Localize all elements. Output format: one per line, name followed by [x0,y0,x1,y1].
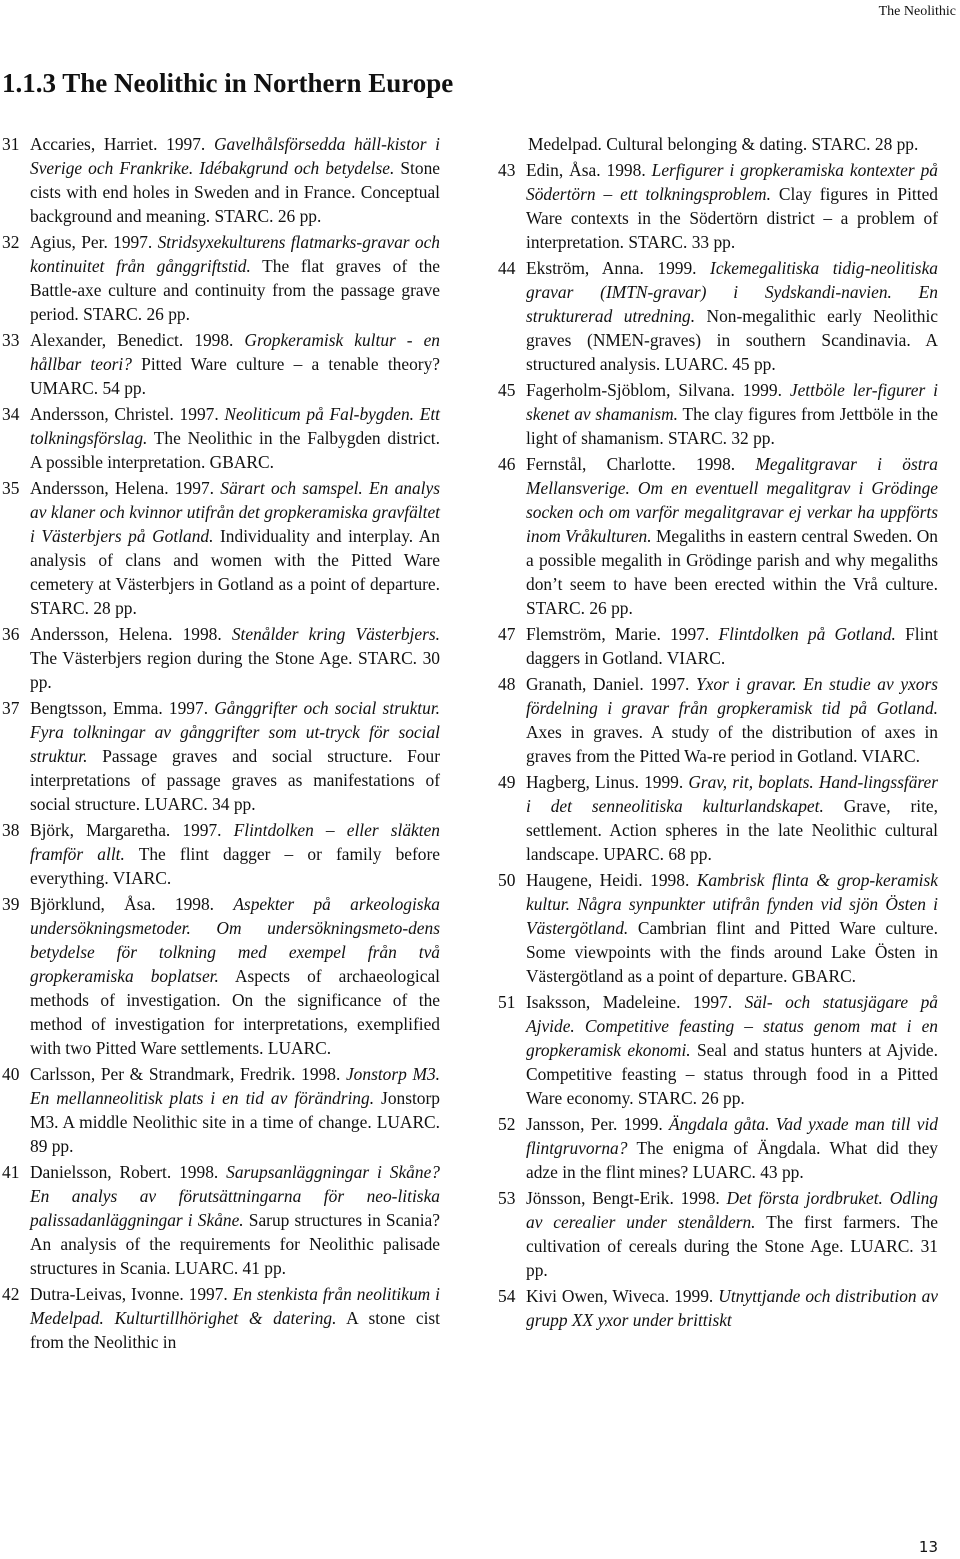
entry-title-swedish: Gånggrifter och social struktur. Fyra tolkningar av gånggrifter som ut-tryck för social struktur. [30,698,441,766]
bibliography-column-right [498,132,938,1334]
entry-number: 53 [498,1188,516,1208]
entry-text-part: Stone cists with end holes in Sweden and in France. Conceptual background and meaning. STARC. 26 pp. [30,158,440,226]
entry-text-part: The Västerbjers region during the Stone Age. STARC. 30 pp. [30,648,440,692]
entry-number: 42 [2,1284,20,1304]
bibliography-column-left [2,132,440,1356]
entry-title-swedish: Stenålder kring Västerbjers. [231,624,440,644]
entry-text-part: Accaries, Harriet. 1997. [30,134,214,154]
entry-number: 52 [498,1114,516,1134]
entry-text-part: Passage graves and social structure. Four interpretations of passage graves as manifestations of social structure. LUARC. 34 pp. [30,746,440,814]
entry-text-part: Andersson, Helena. 1998. [30,624,232,644]
bibliography-entry [498,378,938,450]
bibliography-entry [2,476,440,620]
entry-text-part: Hagberg, Linus. 1999. [526,772,689,792]
entry-title-swedish: Det första jordbruket. Odling av cerealier under stenåldern. [526,1188,938,1232]
bibliography-entry [498,132,938,156]
bibliography-entry [498,868,938,988]
entry-title-swedish: Grav, rit, boplats. Hand-lingssfärer i det senneolitiska kulturlandskapet. [526,772,939,816]
entry-title-swedish: Gropkeramisk kultur - en hållbar teori? [30,330,441,374]
entry-number: 37 [2,698,20,718]
bibliography-entry [2,818,440,890]
entry-title-swedish: Sarupsanläggningar i Skåne? En analys av förutsättningarna för neo-litiska palissadanläggningar i Skåne. [30,1162,440,1230]
entry-text [30,696,440,816]
entry-text-part: Clay figures in Pitted Ware contexts in the Södertörn district – a problem of interpretation. STARC. 33 pp. [526,184,938,252]
entry-number: 41 [2,1162,20,1182]
bibliography-entry [2,328,440,400]
entry-title-swedish: Yxor i gravar. En studie av yxors fördelning i gravar från gropkeramisk tid på Gotland. [526,674,938,718]
bibliography-entry [2,1160,440,1280]
entry-text-part: Granath, Daniel. 1997. [526,674,696,694]
entry-text-part: Individuality and interplay. An analysis of clans and women with the Pitted Ware cemetery at Västerbjers in Gotland as a point of departure. STARC. 28 pp. [30,526,440,618]
entry-text-part: Sarup structures in Scania? An analysis of the requirements for Neolithic palisade structures in Scania. LUARC. 41 pp. [30,1210,440,1278]
entry-number: 48 [498,674,516,694]
entry-text [30,132,440,228]
entry-text-part: Jönsson, Bengt-Erik. 1998. [526,1188,727,1208]
entry-text-part: The first farmers. The cultivation of cereals during the Stone Age. LUARC. 31 pp. [526,1212,939,1280]
entry-number: 47 [498,624,516,644]
bibliography-entry [2,402,440,474]
entry-text-part: Danielsson, Robert. 1998. [30,1162,227,1182]
bibliography-entry [498,1186,938,1282]
entry-text [30,818,440,890]
entry-title-swedish: Särart och samspel. En analys av klaner och kvinnor utifrån det gropkeramiska gravfältet i Västerbjers på Gotland. [30,478,441,546]
bibliography-entry [498,672,938,768]
entry-text [526,256,938,376]
bibliography-entry [498,990,938,1110]
bibliography-entry [498,1112,938,1184]
entry-number: 39 [2,894,20,914]
entry-text [526,1284,938,1332]
entry-number: 35 [2,478,20,498]
entry-text-part: Isaksson, Madeleine. 1997. [526,992,745,1012]
entry-title-swedish: Säl- och statusjägare på Ajvide. Competitive feasting – status genom mat i en gropkeramisk ekonomi. [526,992,938,1060]
entry-text [528,132,938,156]
entry-title-swedish: Ängdala gåta. Vad yxade man till vid flintgruvorna? [526,1114,938,1158]
entry-text [30,328,440,400]
entry-text-part: Non-megalithic early Neolithic graves (NMEN-graves) in southern Scandinavia. A structured analysis. LUARC. 45 pp. [526,306,939,374]
entry-title-swedish: Flintdolken – eller släkten framför allt. [30,820,440,864]
entry-text [526,770,938,866]
entry-text-part: Haugene, Heidi. 1998. [526,870,697,890]
bibliography-entry [2,892,440,1060]
entry-number: 49 [498,772,516,792]
bibliography-entry [2,132,440,228]
entry-text [526,868,938,988]
bibliography-entry [2,230,440,326]
entry-text-part: Dutra-Leivas, Ivonne. 1997. [30,1284,233,1304]
entry-text-part: Alexander, Benedict. 1998. [30,330,245,350]
entry-title-swedish: Flintdolken på Gotland. [718,624,896,644]
entry-number: 33 [2,330,20,350]
entry-number: 43 [498,160,516,180]
entry-text-part: Ekström, Anna. 1999. [526,258,711,278]
entry-text-part: Agius, Per. 1997. [30,232,158,252]
bibliography-entry [498,1284,938,1332]
entry-text-part: Pitted Ware culture – a tenable theory? UMARC. 54 pp. [30,354,440,398]
entry-title-swedish: En stenkista från neolitikum i Medelpad. Kulturtillhörighet & datering. [30,1284,440,1328]
entry-text-part: Bengtsson, Emma. 1997. [30,698,215,718]
entry-text [30,1282,440,1354]
entry-number: 40 [2,1064,20,1084]
entry-title-swedish: Ickemegalitiska tidig-neolitiska gravar (IMTN-gravar) i Sydskandi-navien. En strukturerad utredning. [526,258,938,326]
entry-text [30,1160,440,1280]
entry-text-part: The Neolithic in the Falbygden district. A possible interpretation. GBARC. [30,428,440,472]
entry-number: 46 [498,454,516,474]
bibliography-entry [498,452,938,620]
entry-text [526,1186,938,1282]
entry-title-swedish: Jettböle ler-figurer i skenet av shamanism. [526,380,938,424]
entry-text-part: Medelpad. Cultural belonging & dating. STARC. 28 pp. [528,134,919,154]
entry-text [30,622,440,694]
entry-text-part: Jonstorp M3. A middle Neolithic site in a time of change. LUARC. 89 pp. [30,1088,440,1156]
entry-number: 51 [498,992,516,1012]
bibliography-entry [498,158,938,254]
entry-number: 32 [2,232,20,252]
entry-text-part: A stone cist from the Neolithic in [30,1308,440,1352]
entry-text-part: Fagerholm-Sjöblom, Silvana. 1999. [526,380,790,400]
entry-number: 31 [2,134,20,154]
entry-text-part: Kivi Owen, Wiveca. 1999. [526,1286,719,1306]
entry-number: 54 [498,1286,516,1306]
entry-text-part: Flint daggers in Gotland. VIARC. [526,624,939,668]
bibliography-entry [498,256,938,376]
bibliography-entry [2,1062,440,1158]
entry-text-part: Megaliths in eastern central Sweden. On a possible megalith in Grödinge parish and why megaliths don’t seem to have been erected within the Vrå culture. STARC. 26 pp. [526,526,938,618]
entry-text [526,378,938,450]
entry-title-swedish: Stridsyxekulturens flatmarks-gravar och kontinuitet från gånggriftstid. [30,232,440,276]
entry-text-part: Björklund, Åsa. 1998. [30,894,234,914]
bibliography-entry [498,770,938,866]
entry-text [30,892,440,1060]
entry-title-swedish: Utnyttjande och distribution av grupp XX yxor under brittiskt [526,1286,938,1330]
bibliography-entry [2,1282,440,1354]
entry-number: 34 [2,404,20,424]
entry-text-part: Jansson, Per. 1999. [526,1114,669,1134]
entry-text-part: Axes in graves. A study of the distribution of axes in graves from the Pitted Wa-re period in Gotland. VIARC. [526,722,938,766]
entry-text-part: Fernstål, Charlotte. 1998. [526,454,756,474]
entry-text-part: The clay figures from Jettböle in the light of shamanism. STARC. 32 pp. [526,404,938,448]
entry-title-swedish: Aspekter på arkeologiska undersökningsmetoder. Om undersökningsmeto-dens betydelse för tolkning med exempel från två gropkeramiska boplatser. [30,894,440,986]
entry-text-part: Flemström, Marie. 1997. [526,624,719,644]
section-title: 1.1.3 The Neolithic in Northern Europe [2,68,454,98]
entry-text [30,230,440,326]
entry-text [526,1112,938,1184]
bibliography-entry [2,622,440,694]
page-number: 13 [918,1538,938,1556]
entry-number: 50 [498,870,516,890]
bibliography-entry [498,622,938,670]
entry-text-part: Andersson, Helena. 1997. [30,478,221,498]
entry-text-part: Andersson, Christel. 1997. [30,404,225,424]
entry-text-part: Carlsson, Per & Strandmark, Fredrik. 1998. [30,1064,346,1084]
entry-number: 38 [2,820,20,840]
entry-title-swedish: Megalitgravar i östra Mellansverige. Om en eventuell megalitgrav i Grödinge socken och om varför megalitgravar ej verkar ha uppförts inom Vråkulturen. [526,454,939,546]
entry-text [526,452,938,620]
entry-text-part: Seal and status hunters at Ajvide. Competitive feasting – status through food in a Pitted Ware economy. STARC. 26 pp. [526,1040,938,1108]
entry-text-part: The flat graves of the Battle-axe culture and continuity from the passage grave period. STARC. 26 pp. [30,256,440,324]
entry-title-swedish: Kambrisk flinta & grop-keramisk kultur. Några synpunkter utifrån fynden vid sjön Östen i Västergötland. [526,870,939,938]
running-header: The Neolithic [878,4,956,19]
entry-text-part: The flint dagger – or family before everything. VIARC. [30,844,440,888]
entry-number: 44 [498,258,516,278]
entry-text [30,1062,440,1158]
entry-title-swedish: Lerfigurer i gropkeramiska kontexter på Södertörn – ett tolkningsproblem. [526,160,938,204]
entry-text-part: The enigma of Ängdala. What did they adze in the flint mines? LUARC. 43 pp. [526,1138,938,1182]
entry-text [30,476,440,620]
entry-text [30,402,440,474]
entry-title-swedish: Jonstorp M3. En mellanneolitisk plats i en tid av förändring. [30,1064,440,1108]
entry-text-part: Edin, Åsa. 1998. [526,160,652,180]
entry-text [526,990,938,1110]
entry-title-swedish: Gavelhålsförsedda häll-kistor i Sverige och Frankrike. Idébakgrund och betydelse. [30,134,440,178]
entry-text [526,158,938,254]
entry-text-part: Cambrian flint and Pitted Ware culture. Some viewpoints with the finds around Lake Östen in Västergötland as a point of departure. GBARC. [526,918,938,986]
entry-text-part: Grave, rite, settlement. Action spheres in the late Neolithic cultural landscape. UPARC. 68 pp. [526,796,938,864]
entry-number: 45 [498,380,516,400]
bibliography-entry [2,696,440,816]
entry-number: 36 [2,624,20,644]
entry-text [526,672,938,768]
entry-text-part: Björk, Margaretha. 1997. [30,820,234,840]
entry-title-swedish: Neoliticum på Fal-bygden. Ett tolkningsförslag. [30,404,440,448]
entry-text-part: Aspects of archaeological methods of investigation. On the significance of the method of investigation for interpretations, exemplified with two Pitted Ware settlements. LUARC. [30,966,440,1058]
entry-text [526,622,938,670]
